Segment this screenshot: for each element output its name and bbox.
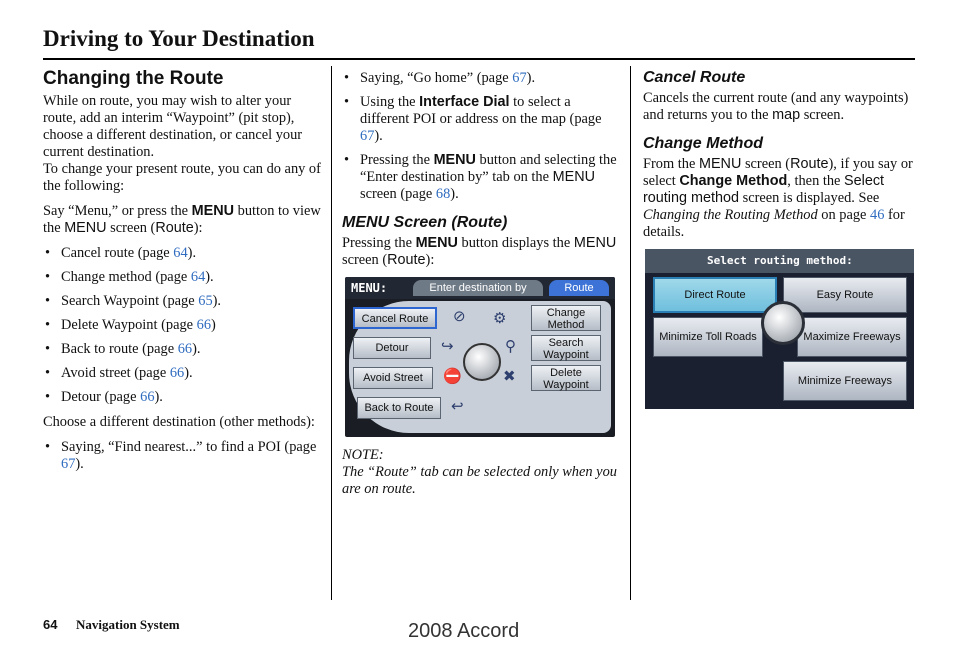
page-link[interactable]: 66 xyxy=(169,365,185,381)
text: , then the xyxy=(787,173,845,189)
text: ), if you say or select xyxy=(643,156,913,189)
interface-dial-icon xyxy=(463,343,501,381)
detour-icon: ↪ xyxy=(441,339,454,355)
routing-method-screenshot xyxy=(645,249,914,409)
text: ): xyxy=(193,220,203,236)
page-link[interactable]: 64 xyxy=(173,245,188,261)
list-item xyxy=(342,152,618,203)
menu-screen-ref: MENU xyxy=(64,220,107,236)
delete-waypoint-icon: ✖ xyxy=(503,369,516,385)
text: screen ( xyxy=(342,252,388,268)
page-link[interactable]: 67 xyxy=(512,70,527,86)
routing-screen-ref: Select routing method xyxy=(643,173,885,206)
direct-route-button: Direct Route xyxy=(653,277,777,313)
item-end: ). xyxy=(212,293,222,309)
menu-key: MENU xyxy=(191,203,235,219)
route-ref: Route xyxy=(155,220,194,236)
item-text: screen (page xyxy=(360,186,436,202)
menu-screen-ref: MENU xyxy=(573,235,617,251)
page-link[interactable]: 46 xyxy=(870,207,885,223)
subsection-heading: Change Method xyxy=(643,135,763,152)
column-divider xyxy=(630,66,631,600)
subsection-heading: Cancel Route xyxy=(643,69,746,86)
change-method-ref: Change Method xyxy=(679,173,788,189)
list-item xyxy=(43,439,321,473)
item-end: ). xyxy=(154,389,163,405)
text: screen ( xyxy=(106,220,156,236)
change-method-button: Change Method xyxy=(531,305,601,331)
list-item xyxy=(43,317,321,334)
menu-key: MENU xyxy=(433,152,476,168)
list-item xyxy=(43,389,321,406)
paragraph: Choose a different destination (other methods): xyxy=(43,414,315,430)
item-end: ). xyxy=(187,245,197,261)
interface-dial-icon xyxy=(761,301,805,345)
footer-title: Navigation System xyxy=(76,617,180,632)
item-end: ). xyxy=(192,341,201,357)
item-text: Cancel route (page xyxy=(61,245,174,261)
text: for details. xyxy=(643,207,905,240)
avoid-street-icon: ⛔ xyxy=(443,369,462,385)
cancel-route-button: Cancel Route xyxy=(353,307,437,329)
paragraph: While on route, you may wish to alter your route, add an interim “Waypoint” (pit stop), choose a different destination, or cancel your current destination. xyxy=(43,93,303,160)
search-waypoint-icon: ⚲ xyxy=(505,339,516,355)
list-item xyxy=(342,70,618,87)
routing-title: Select routing method: xyxy=(645,249,914,273)
page-link[interactable]: 66 xyxy=(196,317,212,333)
item-text: Search Waypoint (page xyxy=(61,293,199,309)
tab-route: Route xyxy=(549,280,609,296)
route-ref: Route xyxy=(790,156,829,172)
text: screen ( xyxy=(741,156,791,172)
item-text: Change method (page xyxy=(61,269,191,285)
page-title: Driving to Your Destination xyxy=(43,26,315,51)
text: screen is displayed. See xyxy=(739,190,880,206)
option-list xyxy=(43,245,321,406)
page-link[interactable]: 67 xyxy=(61,456,76,472)
delete-waypoint-button: Delete Waypoint xyxy=(531,365,601,391)
route-ref: Route xyxy=(387,252,426,268)
menu-key: MENU xyxy=(415,235,458,251)
item-text: Using the xyxy=(360,94,420,110)
menu-label: MENU: xyxy=(351,281,388,295)
detour-button: Detour xyxy=(353,337,431,359)
item-end: ). xyxy=(184,365,193,381)
column-2 xyxy=(342,66,618,506)
column-1 xyxy=(43,66,321,481)
menu-route-screenshot xyxy=(345,277,615,437)
item-text: Detour (page xyxy=(61,389,141,405)
paragraph xyxy=(342,235,618,269)
interface-dial-ref: Interface Dial xyxy=(419,94,510,110)
note-text: The “Route” tab can be selected only when you are on route. xyxy=(342,464,617,497)
text: Pressing the xyxy=(342,235,416,251)
item-text: Saying, “Go home” (page xyxy=(360,70,513,86)
text: Say “Menu,” or press the xyxy=(43,203,192,219)
item-text: Delete Waypoint (page xyxy=(61,317,197,333)
item-text: Back to route (page xyxy=(61,341,178,357)
page-link[interactable]: 67 xyxy=(360,128,375,144)
destination-list xyxy=(43,439,321,473)
list-item xyxy=(43,365,321,382)
paragraph: To change your present route, you can do any of the following: xyxy=(43,161,321,194)
section-ref: Changing the Routing Method xyxy=(643,207,818,223)
page-link[interactable]: 66 xyxy=(177,341,193,357)
item-end: ). xyxy=(526,70,536,86)
item-end: ). xyxy=(205,269,214,285)
item-end: ) xyxy=(211,317,216,333)
minimize-toll-roads-button: Minimize Toll Roads xyxy=(653,317,763,357)
item-end: ). xyxy=(450,186,459,202)
list-item xyxy=(43,269,321,286)
item-end: ). xyxy=(75,456,84,472)
page-link[interactable]: 64 xyxy=(190,269,206,285)
note-title: NOTE: xyxy=(342,447,384,463)
column-divider xyxy=(331,66,332,600)
minimize-freeways-button: Minimize Freeways xyxy=(783,361,907,401)
paragraph xyxy=(643,156,918,241)
list-item xyxy=(43,293,321,310)
maximize-freeways-button: Maximize Freeways xyxy=(797,317,907,357)
text: on page xyxy=(817,207,871,223)
back-to-route-button: Back to Route xyxy=(357,397,441,419)
header-rule xyxy=(43,58,915,60)
text: screen. xyxy=(800,107,845,123)
change-method-icon: ⚙ xyxy=(493,311,507,327)
page-link[interactable]: 65 xyxy=(198,293,213,309)
menu-screen-ref: MENU xyxy=(698,156,742,172)
section-heading: Changing the Route xyxy=(43,68,224,89)
avoid-street-button: Avoid Street xyxy=(353,367,433,389)
easy-route-button: Easy Route xyxy=(783,277,907,313)
item-text: Pressing the xyxy=(360,152,434,168)
item-text: Saying, “Find nearest...” to find a POI (page xyxy=(61,439,317,455)
text: Cancels the current route (and any waypoints) and returns you to the xyxy=(643,90,909,123)
paragraph xyxy=(643,90,918,124)
item-end: ). xyxy=(374,128,383,144)
page-link[interactable]: 68 xyxy=(435,186,451,202)
text: button to view the xyxy=(43,203,321,236)
map-screen-ref: map xyxy=(772,107,801,123)
page-link[interactable]: 66 xyxy=(140,389,155,405)
paragraph xyxy=(43,203,321,237)
item-text: Avoid street (page xyxy=(61,365,170,381)
text: ): xyxy=(425,252,435,268)
list-item xyxy=(342,94,618,145)
tab-enter-destination: Enter destination by xyxy=(413,280,543,296)
item-text: to select a different POI or address on the map (page xyxy=(360,94,602,127)
menu-screen-ref: MENU xyxy=(552,169,595,185)
watermark: 2008 Accord xyxy=(408,620,520,642)
subsection-heading: MENU Screen (Route) xyxy=(342,214,508,231)
search-waypoint-button: Search Waypoint xyxy=(531,335,601,361)
column-3 xyxy=(643,66,918,409)
list-item xyxy=(43,245,321,262)
text: From the xyxy=(643,156,699,172)
page-number: 64 xyxy=(43,617,58,632)
item-text: button and selecting the “Enter destination by” tab on the xyxy=(360,152,617,185)
cancel-route-icon: ⊘ xyxy=(453,309,466,325)
text: button displays the xyxy=(457,235,574,251)
destination-list-cont xyxy=(342,70,618,203)
list-item xyxy=(43,341,321,358)
back-to-route-icon: ↩ xyxy=(451,399,464,415)
